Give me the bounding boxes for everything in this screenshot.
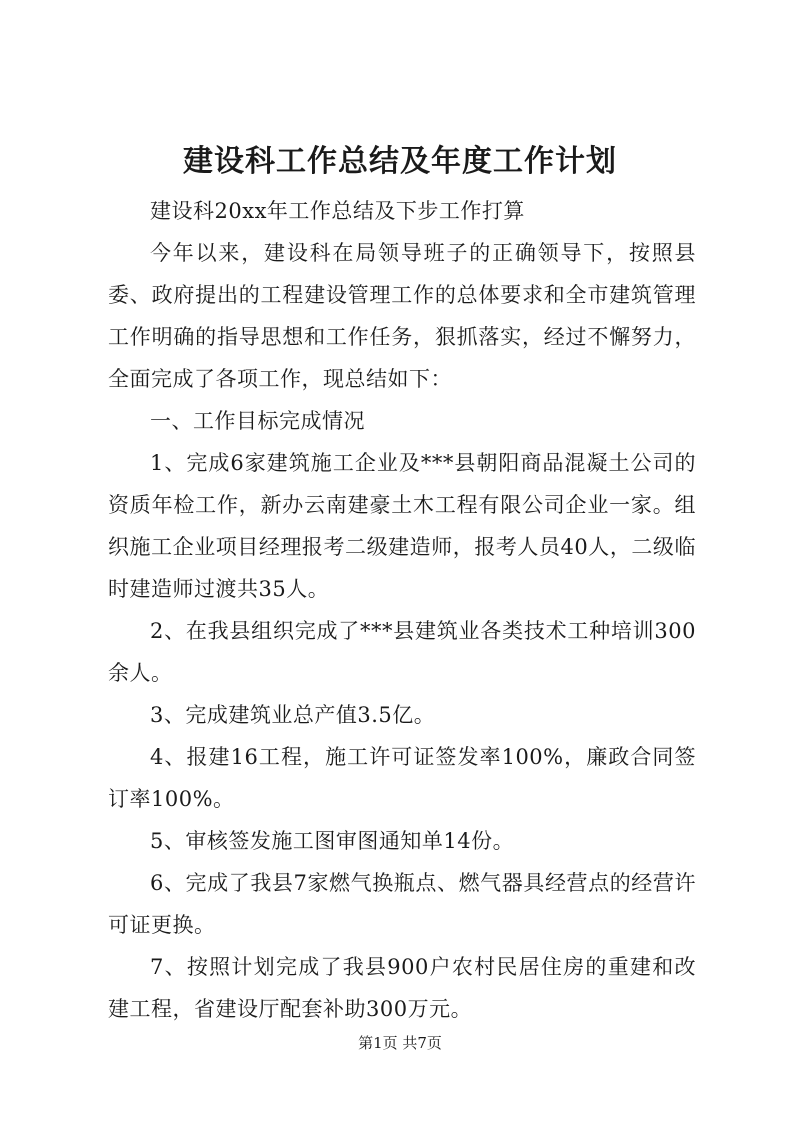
document-body — [108, 190, 696, 1030]
list-item: 2、在我县组织完成了***县建筑业各类技术工种培训300余人。 — [108, 619, 696, 685]
list-item: 5、审核签发施工图审图通知单14份。 — [150, 829, 515, 853]
list-item: 3、完成建筑业总产值3.5亿。 — [150, 703, 436, 727]
paragraph-intro: 今年以来，建设科在局领导班子的正确领导下，按照县委、政府提出的工程建设管理工作的总体要求和全市建筑管理工作明确的指导思想和工作任务，狠抓落实，经过不懈努力，全面完成了各项工作，现总结如下： — [108, 241, 696, 391]
paragraph-subtitle: 建设科20xx年工作总结及下步工作打算 — [150, 199, 525, 223]
page-footer — [0, 1033, 800, 1053]
list-item: 1、完成6家建筑施工企业及***县朝阳商品混凝土公司的资质年检工作，新办云南建豪土木工程有限公司企业一家。组织施工企业项目经理报考二级建造师，报考人员40人，二级临时建造师过渡共35人。 — [108, 451, 696, 601]
list-item: 4、报建16工程，施工许可证签发率100%，廉政合同签订率100%。 — [108, 745, 696, 811]
page-number: 第1页 共7页 — [358, 1034, 442, 1052]
document-title: 建设科工作总结及年度工作计划 — [183, 144, 617, 179]
list-item: 6、完成了我县7家燃气换瓶点、燃气器具经营点的经营许可证更换。 — [108, 871, 696, 937]
section-heading: 一、工作目标完成情况 — [150, 409, 365, 433]
list-item: 7、按照计划完成了我县900户农村民居住房的重建和改建工程，省建设厅配套补助300万元。 — [108, 955, 696, 1021]
